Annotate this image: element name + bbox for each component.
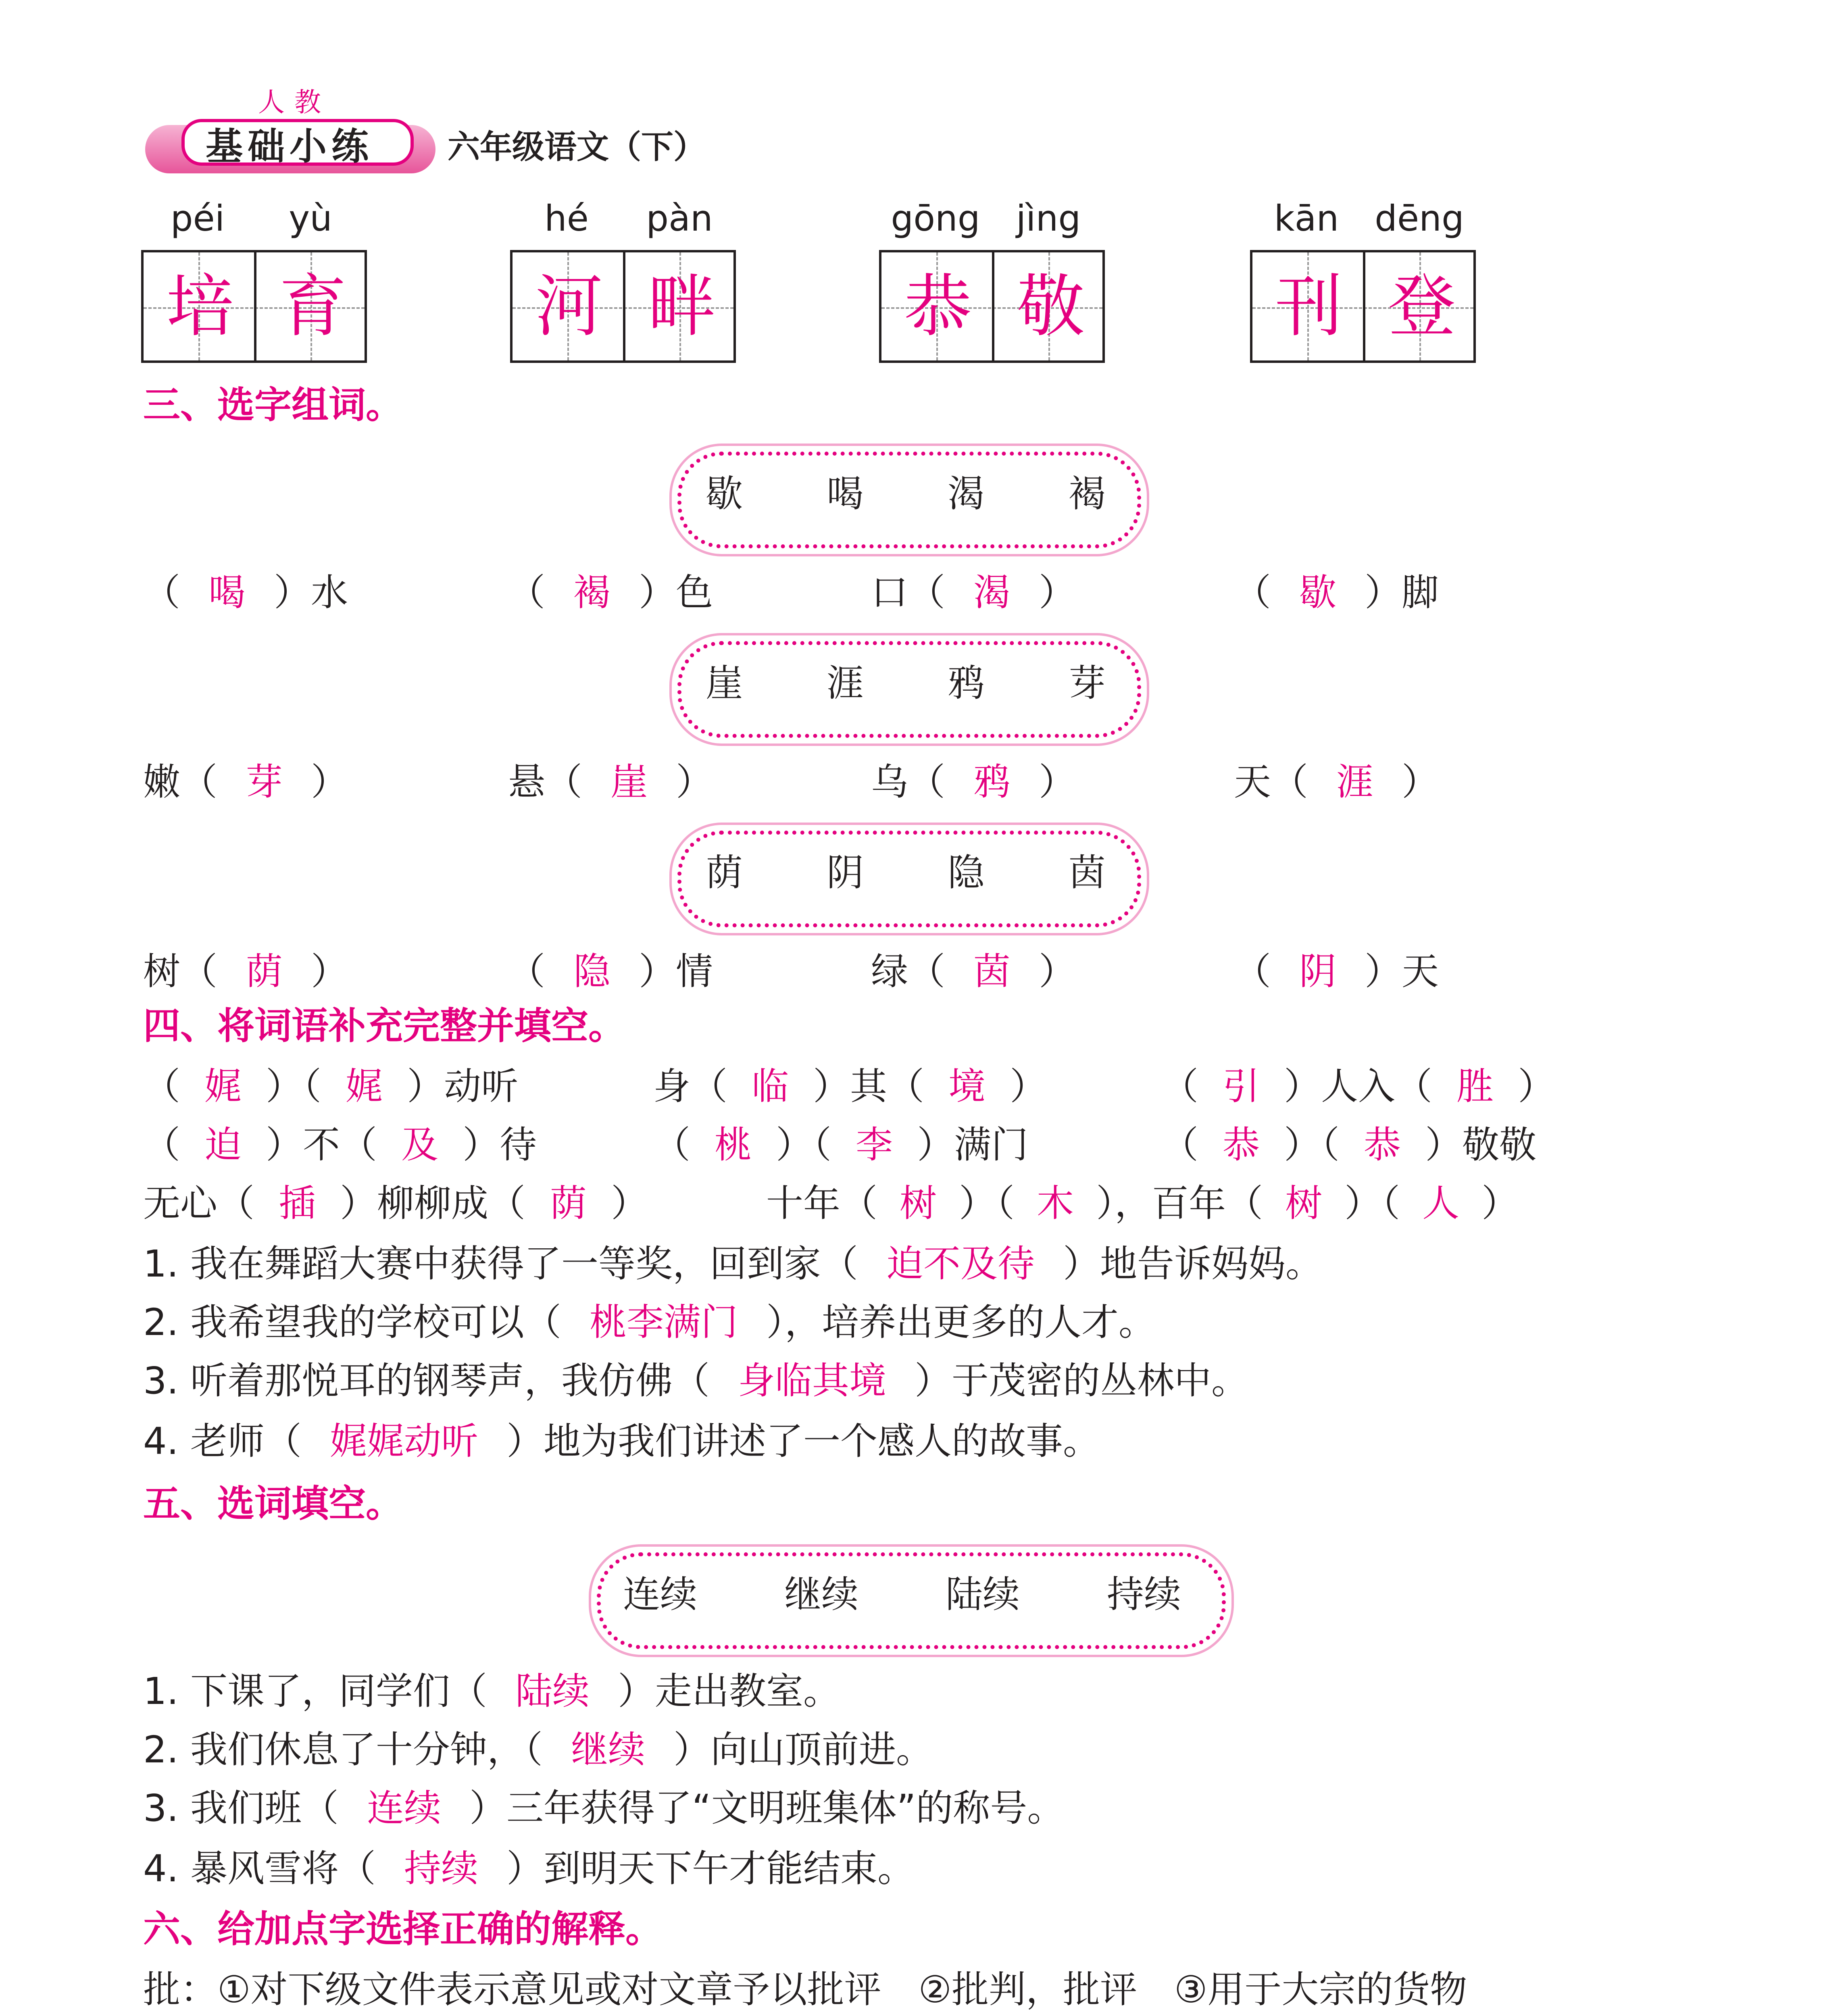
fill-item: 悬（ 崖 ） xyxy=(508,760,713,804)
answer-char: 河 xyxy=(535,267,603,346)
definition-line: 批：①对下级文件表示意见或对文章予以批评 ②批判，批评 ③用于大宗的货物 xyxy=(143,1968,1467,2011)
option-word: 持续 xyxy=(1107,1573,1181,1616)
sentence: 1. 下课了，同学们（ 陆续 ）走出教室。 xyxy=(143,1670,841,1713)
answer-char: 育 xyxy=(279,267,347,346)
sentence: 2. 我们休息了十分钟，（ 继续 ）向山顶前进。 xyxy=(143,1728,933,1771)
option-char: 荫 xyxy=(706,851,743,894)
section-title: 四、将词语补充完整并填空。 xyxy=(143,1004,626,1048)
option-char: 隐 xyxy=(948,851,985,894)
char-box xyxy=(879,250,1105,363)
idiom-item: （ 引 ）人入（ 胜 ） xyxy=(1161,1065,1555,1108)
sentence: 3. 听着那悦耳的钢琴声，我仿佛（ 身临其境 ）于茂密的丛林中。 xyxy=(143,1359,1249,1402)
idiom-item: 十年（ 树 ）（ 木 ），百年（ 树 ）（ 人 ） xyxy=(766,1182,1519,1225)
idiom-item: （ 桃 ）（ 李 ）满门 xyxy=(653,1123,1029,1166)
option-char: 鸦 xyxy=(948,662,985,705)
fill-item: （ 褐 ）色 xyxy=(508,571,713,614)
pinyin: hé xyxy=(544,198,589,239)
fill-item: （ 歇 ）脚 xyxy=(1234,571,1439,614)
option-word: 连续 xyxy=(623,1573,698,1616)
option-char: 喝 xyxy=(827,472,864,515)
pinyin: jìng xyxy=(1016,198,1081,239)
answer-char: 敬 xyxy=(1017,267,1085,346)
header-grade: 六年级语文（下） xyxy=(448,128,706,166)
pinyin: péi xyxy=(170,198,225,239)
idiom-item: （ 娓 ）（ 娓 ）动听 xyxy=(143,1065,519,1108)
section-title: 五、选词填空。 xyxy=(143,1482,403,1525)
pinyin: yù xyxy=(289,198,332,239)
answer-char: 刊 xyxy=(1275,267,1343,346)
fill-item: 树（ 荫 ） xyxy=(143,950,348,993)
option-char: 崖 xyxy=(706,662,743,705)
option-char: 渴 xyxy=(948,472,985,515)
char-box xyxy=(510,250,736,363)
fill-item: 乌（ 鸦 ） xyxy=(871,760,1076,804)
fill-item: （ 喝 ）水 xyxy=(143,571,348,614)
answer-char: 恭 xyxy=(904,267,972,346)
fill-item: （ 隐 ）情 xyxy=(508,950,713,993)
idiom-item: （ 迫 ）不（ 及 ）待 xyxy=(143,1123,537,1166)
idiom-item: （ 恭 ）（ 恭 ）敬敬 xyxy=(1161,1123,1537,1166)
header-series-title: 基础小练 xyxy=(206,125,374,168)
option-word: 继续 xyxy=(784,1573,859,1616)
option-char: 芽 xyxy=(1069,662,1106,705)
char-box xyxy=(1250,250,1476,363)
sentence: 4. 老师（ 娓娓动听 ）地为我们讲述了一个感人的故事。 xyxy=(143,1420,1100,1463)
sentence: 3. 我们班（ 连续 ）三年获得了“文明班集体”的称号。 xyxy=(143,1787,1065,1830)
section-title: 六、给加点字选择正确的解释。 xyxy=(143,1908,663,1951)
answer-char: 畔 xyxy=(648,267,716,346)
option-char: 茵 xyxy=(1069,851,1106,894)
option-word: 陆续 xyxy=(946,1573,1020,1616)
pinyin: dēng xyxy=(1375,198,1464,239)
pinyin: pàn xyxy=(646,198,713,239)
option-char: 歇 xyxy=(706,472,743,515)
sentence: 2. 我希望我的学校可以（ 桃李满门 ），培养出更多的人才。 xyxy=(143,1301,1156,1344)
fill-item: 天（ 涯 ） xyxy=(1234,760,1439,804)
pinyin: kān xyxy=(1274,198,1339,239)
answer-char: 培 xyxy=(166,267,234,346)
idiom-item: 身（ 临 ）其（ 境 ） xyxy=(653,1065,1047,1108)
section-title: 三、选字组词。 xyxy=(143,383,403,427)
fill-item: 绿（ 茵 ） xyxy=(871,950,1076,993)
fill-item: （ 阴 ）天 xyxy=(1234,950,1439,993)
header-publisher: 人教 xyxy=(258,87,331,118)
answer-char: 登 xyxy=(1388,267,1456,346)
pinyin: gōng xyxy=(891,198,980,239)
option-char: 阴 xyxy=(827,851,864,894)
sentence: 4. 暴风雪将（ 持续 ）到明天下午才能结束。 xyxy=(143,1847,915,1890)
option-char: 褐 xyxy=(1069,472,1106,515)
sentence: 1. 我在舞蹈大赛中获得了一等奖，回到家（ 迫不及待 ）地告诉妈妈。 xyxy=(143,1242,1323,1285)
option-char: 涯 xyxy=(827,662,864,705)
fill-item: 口（ 渴 ） xyxy=(871,571,1076,614)
fill-item: 嫩（ 芽 ） xyxy=(143,760,348,804)
idiom-item: 无心（ 插 ）柳柳成（ 荫 ） xyxy=(143,1182,648,1225)
char-box xyxy=(141,250,367,363)
